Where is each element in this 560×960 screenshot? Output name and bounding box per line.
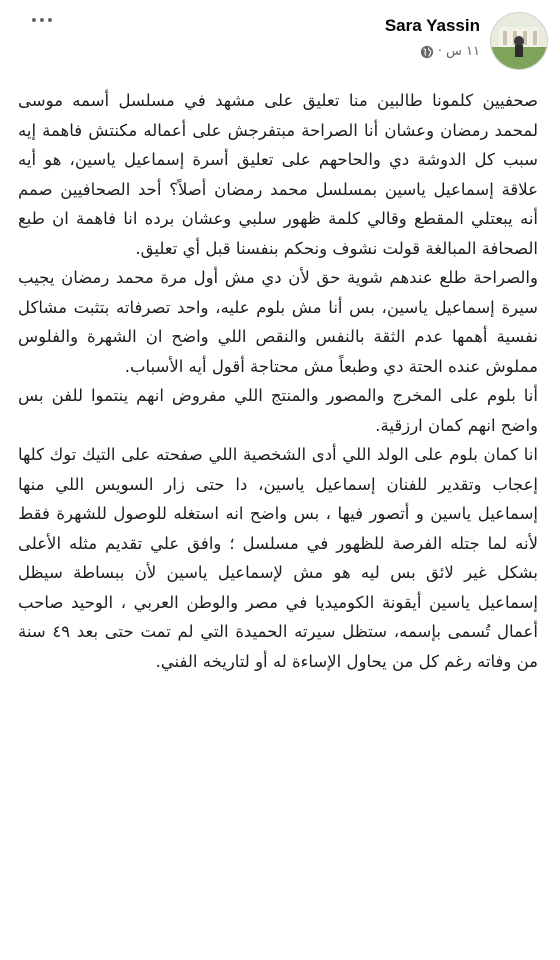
post-paragraph: أنا بلوم على المخرج والمصور والمنتج اللي مفروض انهم ينتموا للفن بس واضح انهم كمان ارزقية. — [18, 386, 538, 435]
avatar-photo — [491, 13, 547, 69]
post-meta — [420, 44, 480, 59]
more-options-icon[interactable] — [28, 14, 56, 26]
globe-icon — [420, 45, 434, 59]
post-paragraph: والصراحة طلع عندهم شوية حق لأن دي مش أول مرة محمد رمضان يجيب سيرة إسماعيل ياسين، بس أنا مش بلوم عليه، واحد تصرفاته بتثبت مشاكل نفسية أهمها عدم الثقة بالنفس والنقص اللي واضح ان الشهرة والفلوس مملوش عنده الحتة دي وطبعاً مش محتاجة أقول أيه الأسباب. — [18, 268, 538, 376]
author-avatar[interactable] — [490, 12, 548, 70]
post-paragraph: انا كمان بلوم على الولد اللي أدى الشخصية اللي صفحته على التيك توك كلها إعجاب وتقدير للفنان إسماعيل ياسين، دا حتى زار السويس اللي منها إسماعيل ياسين و أتصور فيها ، بس واضح انه استغله للوصول للشهرة فقط لأنه لما جتله الفرصة للظهور في مسلسل ؛ وافق علي تقديم مثله الأعلى بشكل غير لائق بس ليه هو مش لإسماعيل ياسين لأن ببساطة سيظل إسماعيل ياسين أيقونة الكوميديا في مصر والوطن العربي ، الوحيد صاحب أعمال تُسمى بإسمه، ستظل سيرته الحميدة التي لم تمت حتى بعد ٤٩ سنة من وفاته رغم كل من يحاول الإساءة له أو لتاريخه الفني. — [18, 445, 538, 671]
post-body — [18, 86, 538, 676]
meta-separator: · — [437, 44, 443, 59]
post-header — [0, 8, 560, 72]
post-time[interactable]: ١١ س — [446, 44, 480, 59]
author-name[interactable]: Sara Yassin — [384, 16, 480, 35]
post-paragraph: صحفيين كلمونا طالبين منا تعليق على مشهد في مسلسل أسمه موسى لمحمد رمضان وعشان أنا الصراحة مبتفرجش على أعماله مكنتش فاهمة إيه سبب كل الدوشة دي والحاحهم على تعليق أسرة إسماعيل ياسين، هو أيه علاقة إسماعيل ياسين بمسلسل محمد رمضان أصلاً؟ أحد الصحافيين صمم أنه يبعتلي المقطع وقالي كلمة ظهور سلبي وعشان برده انا فاهمة ان طبع الصحافة المبالغة قولت نشوف ونحكم بنفسنا قبل أي تعليق. — [18, 91, 538, 258]
